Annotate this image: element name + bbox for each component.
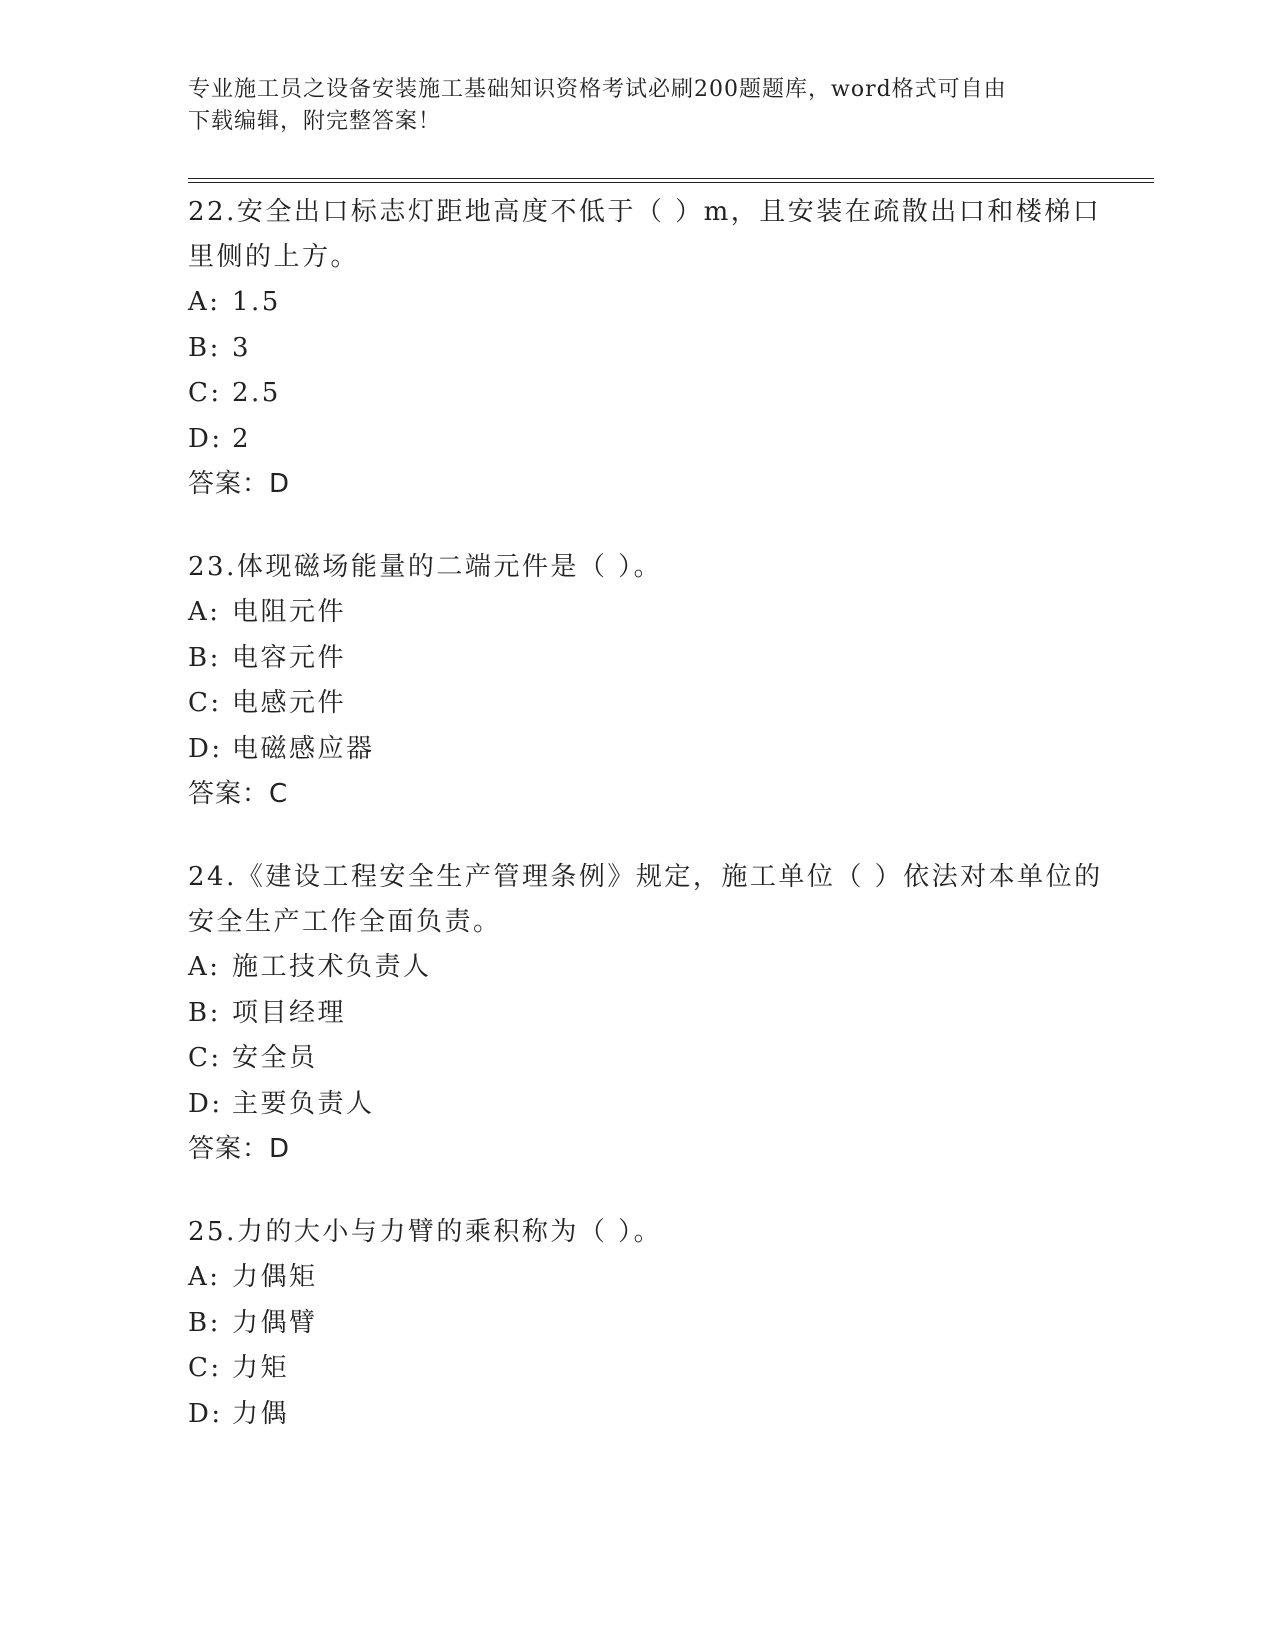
option-text: 电感元件 — [232, 688, 347, 718]
option-key: A: — [188, 952, 221, 982]
option-b — [188, 326, 1128, 372]
option-text: 2 — [232, 423, 252, 454]
option-text: 项目经理 — [232, 997, 347, 1028]
question-stem: 24.《建设工程安全生产管理条例》规定，施工单位（ ）依法对本单位的安全生产工作全面负责。 — [188, 862, 1103, 937]
question-stem: 25.力的大小与力臂的乘积称为（ ）。 — [188, 1217, 663, 1247]
option-key: B: — [188, 1307, 221, 1338]
question-24 — [188, 855, 1128, 1172]
document-header — [188, 74, 1088, 138]
option-c — [188, 1036, 1128, 1082]
option-text: 力偶矩 — [232, 1262, 318, 1292]
option-text: 电磁感应器 — [232, 733, 375, 764]
answer-line: 答案：C — [188, 779, 289, 809]
header-title-line-2: 下载编辑，附完整答案！ — [188, 109, 442, 134]
option-text: 力矩 — [232, 1353, 290, 1383]
option-key: D: — [188, 1088, 223, 1119]
option-text: 2.5 — [232, 378, 281, 408]
option-key: D: — [188, 1398, 223, 1429]
option-a — [188, 1255, 1128, 1301]
option-b — [188, 991, 1128, 1037]
question-list — [188, 190, 1128, 1475]
option-a — [188, 945, 1128, 991]
header-title-line-1: 专业施工员之设备安装施工基础知识资格考试必刷200题题库，word格式可自由 — [188, 77, 1007, 102]
option-text: 1.5 — [232, 287, 281, 317]
option-b — [188, 636, 1128, 682]
option-text: 3 — [232, 332, 252, 363]
header-double-rule — [188, 178, 1154, 183]
option-d — [188, 1392, 1128, 1438]
option-text: 力偶 — [232, 1398, 290, 1429]
option-text: 安全员 — [232, 1043, 318, 1073]
option-key: C: — [188, 688, 222, 718]
option-c — [188, 1346, 1128, 1392]
option-key: A: — [188, 1262, 221, 1292]
question-stem: 22.安全出口标志灯距地高度不低于（ ）m，且安装在疏散出口和楼梯口里侧的上方。 — [188, 197, 1102, 272]
option-key: B: — [188, 332, 221, 363]
option-key: A: — [188, 287, 221, 317]
option-key: A: — [188, 597, 221, 627]
answer-line: 答案：D — [188, 1134, 291, 1164]
question-25 — [188, 1210, 1128, 1437]
option-text: 电容元件 — [232, 642, 347, 673]
option-c — [188, 681, 1128, 727]
option-text: 施工技术负责人 — [232, 952, 432, 982]
option-key: D: — [188, 423, 223, 454]
option-a — [188, 590, 1128, 636]
option-text: 力偶臂 — [232, 1307, 318, 1338]
option-key: C: — [188, 1043, 222, 1073]
option-key: B: — [188, 997, 221, 1028]
option-text: 电阻元件 — [232, 597, 347, 627]
option-key: B: — [188, 642, 221, 673]
question-stem: 23.体现磁场能量的二端元件是（ ）。 — [188, 552, 663, 582]
option-key: C: — [188, 378, 222, 408]
option-a — [188, 280, 1128, 326]
option-key: C: — [188, 1353, 222, 1383]
option-key: D: — [188, 733, 223, 764]
option-b — [188, 1301, 1128, 1347]
question-22 — [188, 190, 1128, 507]
answer-line: 答案：D — [188, 469, 291, 499]
option-d — [188, 1082, 1128, 1128]
question-23 — [188, 545, 1128, 817]
option-text: 主要负责人 — [232, 1088, 375, 1119]
option-d — [188, 727, 1128, 773]
option-c — [188, 371, 1128, 417]
option-d — [188, 417, 1128, 463]
